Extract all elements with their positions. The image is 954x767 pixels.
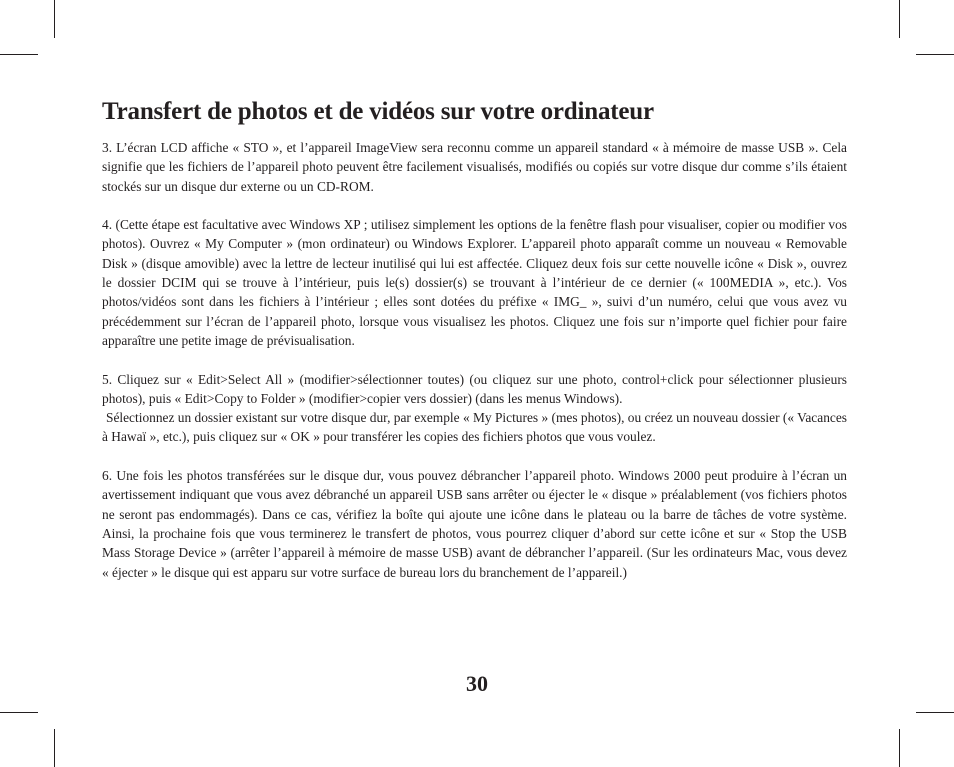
page-title: Transfert de photos et de vidéos sur votre ordinateur <box>102 98 654 125</box>
crop-mark-bottom-right-vertical <box>899 729 900 767</box>
crop-mark-bottom-right-horizontal <box>916 712 954 713</box>
crop-mark-top-left-horizontal <box>0 54 38 55</box>
crop-mark-top-right-horizontal <box>916 54 954 55</box>
crop-mark-top-left-vertical <box>54 0 55 38</box>
crop-mark-bottom-left-horizontal <box>0 712 38 713</box>
crop-mark-top-right-vertical <box>899 0 900 38</box>
body-text <box>102 138 847 582</box>
crop-mark-bottom-left-vertical <box>54 729 55 767</box>
paragraph-step-5: 5. Cliquez sur « Edit>Select All » (modifier>sélectionner toutes) (ou cliquez sur une photo, control+click pour sélectionner plusieurs photos), puis « Edit>Copy to Folder » (modifier>copier vers dossier) (dans les menus Windows). <box>102 371 847 406</box>
paragraph-step-5-continued: Sélectionnez un dossier existant sur votre disque dur, par exemple « My Pictures » (mes photos), ou créez un nouveau dossier (« Vacances à Hawaï », etc.), puis cliquez sur « OK » pour transférer les copies des fichiers photos que vous voulez. <box>102 410 847 445</box>
paragraph-step-3: 3. L’écran LCD affiche « STO », et l’appareil ImageView sera reconnu comme un appareil standard « à mémoire de masse USB ». Cela signifie que les fichiers de l’appareil photo peuvent être facilement visualisés, modifiés ou copiés sur votre disque dur comme s’ils étaient stockés sur un disque dur externe ou un CD-ROM. <box>102 140 847 194</box>
paragraph-step-4: 4. (Cette étape est facultative avec Windows XP ; utilisez simplement les options de la fenêtre flash pour visualiser, copier ou modifier vos photos). Ouvrez « My Computer » (mon ordinateur) ou Windows Explorer. L’appareil photo apparaît comme un nouveau « Removable Disk » (disque amovible) avec la lettre de lecteur inutilisé qui lui est affectée. Cliquez deux fois sur cette nouvelle icône « Disk », ouvrez le dossier DCIM qui se trouve à l’intérieur, puis le(s) dossier(s) se trouvant à l’intérieur de ce dernier (« 100MEDIA », etc.). Vos photos/vidéos sont dans les fichiers à l’intérieur ; elles sont dotées du préfixe « IMG_ », suivi d’un numéro, celui que vous avez vu précédemment sur l’écran de l’appareil photo, lorsque vous visualisez les photos. Cliquez une fois sur n’importe quel fichier pour faire apparaître une petite image de prévisualisation. <box>102 217 847 348</box>
paragraph-step-6: 6. Une fois les photos transférées sur le disque dur, vous pouvez débrancher l’appareil photo. Windows 2000 peut produire à l’écran un avertissement indiquant que vous avez débranché un appareil USB sans arrêter ou éjecter le « disque » préalablement (vos fichiers photos ne seront pas endommagés). Dans ce cas, vérifiez la boîte qui ajoute une icône dans le plateau ou la barre de tâches de votre système. Ainsi, la prochaine fois que vous terminerez le transfert de photos, vous pourrez cliquer d’abord sur cette icône et sur « Stop the USB Mass Storage Device » (arrêter l’appareil à mémoire de masse USB) avant de débrancher l’appareil. (Sur les ordinateurs Mac, vous devez « éjecter » le disque qui est apparu sur votre surface de bureau lors du branchement de l’appareil.) <box>102 468 847 580</box>
page-number: 30 <box>466 671 488 696</box>
